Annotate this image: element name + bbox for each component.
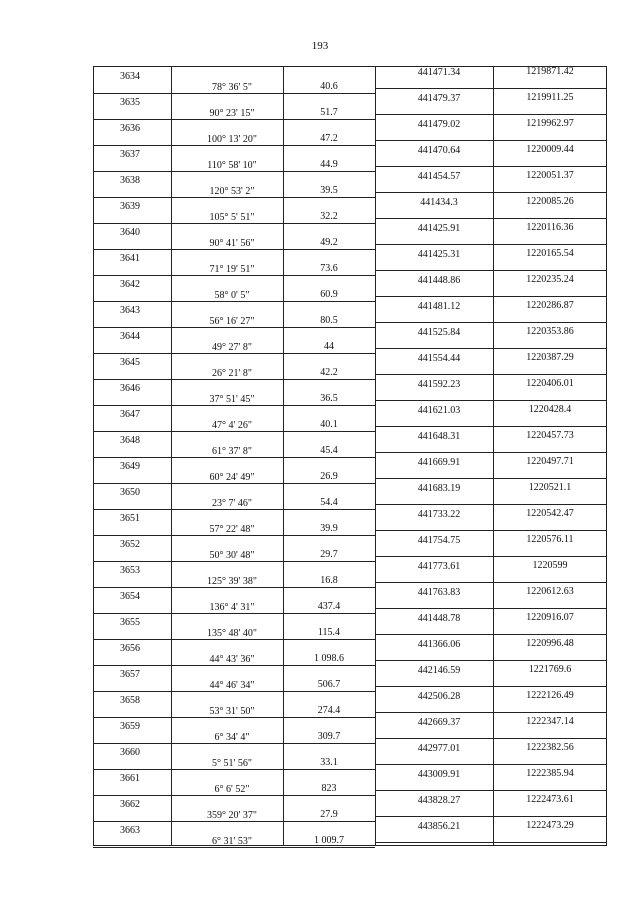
coordinate-x: 441763.83 xyxy=(417,587,461,598)
segment-length: 36.5 xyxy=(320,393,338,404)
segment-length: 47.2 xyxy=(320,133,338,144)
coordinate-x: 442146.59 xyxy=(417,665,461,676)
bearing-angle: 105° 5' 51" xyxy=(209,212,255,223)
coordinate-y: 1220916.07 xyxy=(526,612,574,623)
segment-length: 51.7 xyxy=(320,107,338,118)
coordinate-y: 1220612.63 xyxy=(526,586,574,597)
bearing-angle: 61° 37' 8" xyxy=(212,446,252,457)
bearing-angle: 78° 36' 5" xyxy=(212,82,252,93)
coordinate-x: 441481.12 xyxy=(417,301,461,312)
segment-length: 29.7 xyxy=(320,549,338,560)
bearing-angle: 53° 31' 50" xyxy=(209,706,255,717)
bearing-angle: 90° 23' 15" xyxy=(209,108,255,119)
coordinate-y: 1220497.71 xyxy=(526,456,574,467)
segment-length: 42.2 xyxy=(320,367,338,378)
coordinate-x: 441425.91 xyxy=(417,223,461,234)
row-rule xyxy=(375,88,607,89)
segment-length: 823 xyxy=(321,783,337,794)
segment-length: 39.5 xyxy=(320,185,338,196)
bearing-angle: 5° 51' 56" xyxy=(212,758,252,769)
point-id: 3653 xyxy=(120,565,140,576)
segment-length: 40.6 xyxy=(320,81,338,92)
segment-length: 437.4 xyxy=(317,601,341,612)
coordinate-x: 441683.19 xyxy=(417,483,461,494)
coordinate-y: 1222473.29 xyxy=(526,820,574,831)
point-id: 3638 xyxy=(120,175,140,186)
bearing-angle: 57° 22' 48" xyxy=(209,524,255,535)
coordinate-y: 1222382.56 xyxy=(526,742,574,753)
point-id: 3649 xyxy=(120,461,140,472)
bearing-angle: 90° 41' 56" xyxy=(209,238,255,249)
point-id: 3644 xyxy=(120,331,140,342)
segment-length: 60.9 xyxy=(320,289,338,300)
coordinate-y: 1221769.6 xyxy=(528,664,572,675)
point-id: 3648 xyxy=(120,435,140,446)
page-number: 193 xyxy=(311,40,329,52)
coordinate-y: 1222126.49 xyxy=(526,690,574,701)
row-rule xyxy=(375,842,607,843)
coordinate-x: 441470.64 xyxy=(417,145,461,156)
segment-length: 39.9 xyxy=(320,523,338,534)
point-id: 3646 xyxy=(120,383,140,394)
row-rule xyxy=(375,244,607,245)
segment-length: 40.1 xyxy=(320,419,338,430)
coordinate-y: 1220353.86 xyxy=(526,326,574,337)
row-rule xyxy=(375,686,607,687)
coordinate-x: 441425.31 xyxy=(417,249,461,260)
row-rule xyxy=(375,426,607,427)
row-rule xyxy=(375,504,607,505)
point-id: 3654 xyxy=(120,591,140,602)
point-id: 3652 xyxy=(120,539,140,550)
coordinate-x: 441592.23 xyxy=(417,379,461,390)
bearing-angle: 135° 48' 40" xyxy=(207,628,257,639)
point-id: 3634 xyxy=(120,71,140,82)
segment-length: 44.9 xyxy=(320,159,338,170)
point-id: 3660 xyxy=(120,747,140,758)
row-rule xyxy=(375,296,607,297)
coordinate-x: 441754.75 xyxy=(417,535,461,546)
coordinate-y: 1219962.97 xyxy=(526,118,574,129)
point-id: 3639 xyxy=(120,201,140,212)
row-rule xyxy=(375,582,607,583)
row-rule xyxy=(375,374,607,375)
segment-length: 54.4 xyxy=(320,497,338,508)
column-divider xyxy=(375,66,376,846)
coordinate-x: 442669.37 xyxy=(417,717,461,728)
segment-length: 32.2 xyxy=(320,211,338,222)
coordinate-y: 1220521.1 xyxy=(528,482,572,493)
point-id: 3661 xyxy=(120,773,140,784)
coordinate-y: 1220599 xyxy=(532,560,568,571)
row-rule xyxy=(375,608,607,609)
row-rule xyxy=(375,166,607,167)
coordinate-y: 1220457.73 xyxy=(526,430,574,441)
point-id: 3635 xyxy=(120,97,140,108)
coordinate-x: 441525.84 xyxy=(417,327,461,338)
bearing-angle: 60° 24' 49" xyxy=(209,472,255,483)
coordinate-y: 1220116.36 xyxy=(526,222,574,233)
coordinate-y: 1220286.87 xyxy=(526,300,574,311)
row-rule xyxy=(375,140,607,141)
segment-length: 506.7 xyxy=(317,679,341,690)
coordinate-y: 1220576.11 xyxy=(526,534,574,545)
point-id: 3650 xyxy=(120,487,140,498)
point-id: 3647 xyxy=(120,409,140,420)
row-rule xyxy=(375,764,607,765)
bearing-angle: 71° 19' 51" xyxy=(209,264,255,275)
bearing-angle: 50° 30' 48" xyxy=(209,550,255,561)
segment-length: 16.8 xyxy=(320,575,338,586)
point-id: 3655 xyxy=(120,617,140,628)
segment-length: 44 xyxy=(324,341,334,352)
row-rule xyxy=(375,660,607,661)
point-id: 3651 xyxy=(120,513,140,524)
row-rule xyxy=(375,816,607,817)
row-rule xyxy=(93,66,375,67)
point-id: 3659 xyxy=(120,721,140,732)
bearing-angle: 6° 6' 52" xyxy=(214,784,250,795)
row-rule xyxy=(375,738,607,739)
segment-length: 80.5 xyxy=(320,315,338,326)
row-rule xyxy=(375,114,607,115)
row-rule xyxy=(375,192,607,193)
coordinate-x: 441366.06 xyxy=(417,639,461,650)
segment-length: 49.2 xyxy=(320,237,338,248)
point-id: 3643 xyxy=(120,305,140,316)
segment-length: 309.7 xyxy=(317,731,341,742)
row-rule xyxy=(375,218,607,219)
coordinate-x: 441733.22 xyxy=(417,509,461,520)
coordinate-y: 1222473.61 xyxy=(526,794,574,805)
bearing-angle: 44° 46' 34" xyxy=(209,680,255,691)
point-id: 3662 xyxy=(120,799,140,810)
segment-length: 115.4 xyxy=(317,627,341,638)
bearing-angle: 120° 53' 2" xyxy=(209,186,255,197)
bearing-angle: 49° 27' 8" xyxy=(212,342,252,353)
row-rule xyxy=(375,348,607,349)
row-rule xyxy=(375,400,607,401)
row-rule xyxy=(375,556,607,557)
point-id: 3656 xyxy=(120,643,140,654)
point-id: 3642 xyxy=(120,279,140,290)
bearing-angle: 37° 51' 45" xyxy=(209,394,255,405)
bearing-angle: 58° 0' 5" xyxy=(214,290,250,301)
coordinate-y: 1220387.29 xyxy=(526,352,574,363)
row-rule xyxy=(375,530,607,531)
coordinate-x: 441773.61 xyxy=(417,561,461,572)
segment-length: 274.4 xyxy=(317,705,341,716)
point-id: 3640 xyxy=(120,227,140,238)
coordinates-table xyxy=(93,66,607,846)
coordinate-y: 1220542.47 xyxy=(526,508,574,519)
point-id: 3637 xyxy=(120,149,140,160)
coordinate-x: 441669.91 xyxy=(417,457,461,468)
segment-length: 33.1 xyxy=(320,757,338,768)
point-id: 3658 xyxy=(120,695,140,706)
coordinate-x: 441471.34 xyxy=(417,67,461,78)
coordinate-x: 443828.27 xyxy=(417,795,461,806)
bearing-angle: 26° 21' 8" xyxy=(212,368,252,379)
coordinate-y: 1220165.54 xyxy=(526,248,574,259)
coordinate-y: 1219871.42 xyxy=(526,66,574,77)
coordinate-y: 1219911.25 xyxy=(526,92,574,103)
coordinate-y: 1220085.26 xyxy=(526,196,574,207)
coordinate-x: 441454.57 xyxy=(417,171,461,182)
coordinate-x: 442977.01 xyxy=(417,743,461,754)
bearing-angle: 100° 13' 20" xyxy=(207,134,257,145)
coordinate-y: 1220428.4 xyxy=(528,404,572,415)
coordinate-y: 1220235.24 xyxy=(526,274,574,285)
bearing-angle: 6° 31' 53" xyxy=(212,836,252,847)
bearing-angle: 44° 43' 36" xyxy=(209,654,255,665)
coordinate-x: 441648.31 xyxy=(417,431,461,442)
row-rule xyxy=(375,478,607,479)
coordinate-y: 1222347.14 xyxy=(526,716,574,727)
bearing-angle: 47° 4' 26" xyxy=(212,420,252,431)
bearing-angle: 110° 58' 10" xyxy=(207,160,257,171)
point-id: 3641 xyxy=(120,253,140,264)
point-id: 3636 xyxy=(120,123,140,134)
coordinate-y: 1220996.48 xyxy=(526,638,574,649)
bearing-angle: 125° 39' 38" xyxy=(207,576,257,587)
coordinate-y: 1220051.37 xyxy=(526,170,574,181)
coordinate-x: 441448.86 xyxy=(417,275,461,286)
point-id: 3663 xyxy=(120,825,140,836)
row-rule xyxy=(375,790,607,791)
bearing-angle: 359° 20' 37" xyxy=(207,810,257,821)
coordinate-x: 443009.91 xyxy=(417,769,461,780)
coordinate-x: 441479.37 xyxy=(417,93,461,104)
coordinate-x: 441621.03 xyxy=(417,405,461,416)
coordinate-y: 1222385.94 xyxy=(526,768,574,779)
segment-length: 1 098.6 xyxy=(314,653,344,664)
segment-length: 1 009.7 xyxy=(314,835,344,846)
coordinate-x: 443856.21 xyxy=(417,821,461,832)
coordinate-x: 442506.28 xyxy=(417,691,461,702)
coordinate-x: 441434.3 xyxy=(420,197,458,208)
row-rule xyxy=(375,452,607,453)
point-id: 3645 xyxy=(120,357,140,368)
row-rule xyxy=(375,634,607,635)
bearing-angle: 56° 16' 27" xyxy=(209,316,255,327)
segment-length: 27.9 xyxy=(320,809,338,820)
point-id: 3657 xyxy=(120,669,140,680)
row-rule xyxy=(375,712,607,713)
coordinate-y: 1220009.44 xyxy=(526,144,574,155)
coordinate-x: 441554.44 xyxy=(417,353,461,364)
bearing-angle: 23° 7' 46" xyxy=(212,498,252,509)
bearing-angle: 136° 4' 31" xyxy=(209,602,255,613)
coordinate-y: 1220406.01 xyxy=(526,378,574,389)
row-rule xyxy=(375,270,607,271)
coordinate-x: 441448.78 xyxy=(417,613,461,624)
row-rule xyxy=(375,322,607,323)
bearing-angle: 6° 34' 4" xyxy=(214,732,250,743)
segment-length: 73.6 xyxy=(320,263,338,274)
coordinate-x: 441479.02 xyxy=(417,119,461,130)
segment-length: 26.9 xyxy=(320,471,338,482)
segment-length: 45.4 xyxy=(320,445,338,456)
